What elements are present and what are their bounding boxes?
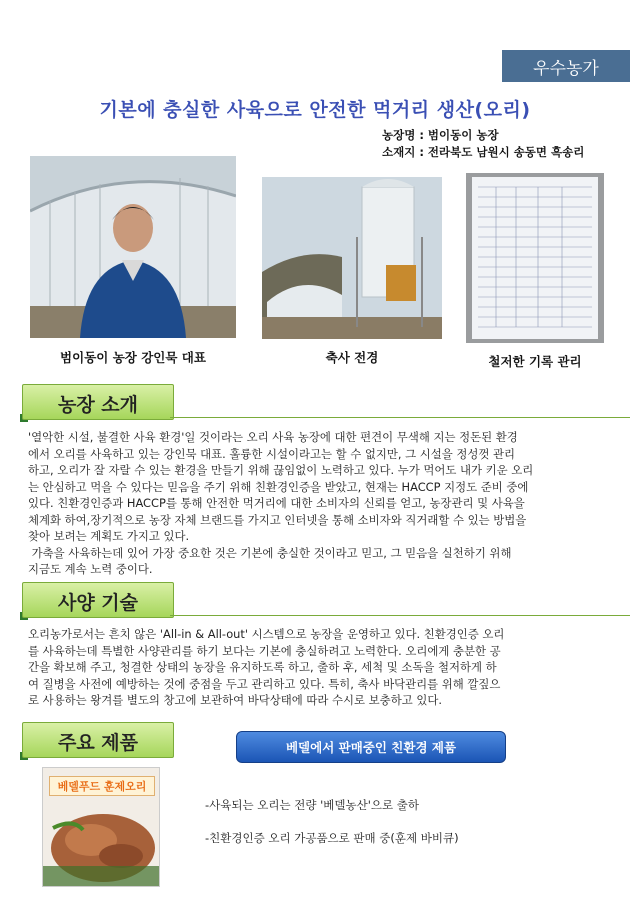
section-tab — [22, 384, 174, 420]
section-heading: 사양 기술 — [57, 592, 139, 614]
divider — [170, 417, 630, 418]
section-heading: 농장 소개 — [57, 394, 139, 416]
text-line: 지금도 계속 노력 중이다. — [28, 562, 153, 576]
text-line: 가축을 사육하는데 있어 가장 중요한 것은 기본에 충실한 것이라고 믿고, 그 믿음을 실천하기 위해 — [28, 545, 512, 560]
text-line: 있다. 친환경인증과 HACCP를 통해 안전한 먹거리에 대한 소비자의 신뢰를 얻고, 농장관리 및 사육을 — [28, 496, 525, 510]
section-heading: 주요 제품 — [57, 732, 139, 754]
section-tab — [22, 582, 174, 618]
product-package-image — [42, 767, 160, 887]
divider — [170, 615, 630, 616]
text-line: 에서 오리를 사육하고 있는 강인묵 대표. 훌륭한 시설이라고는 할 수 없지만, 그 시설을 정성껏 관리 — [28, 446, 516, 461]
eco-products-button[interactable]: 베델에서 판매중인 친환경 제품 — [236, 731, 506, 763]
tech-paragraph — [28, 626, 618, 709]
section-tab — [22, 722, 174, 758]
text-line: 를 사육하는데 특별한 사양관리를 하기 보다는 기본에 충실하려고 노력한다. 오리에게 충분한 공 — [28, 643, 501, 658]
caption-farmer: 범이동이 농장 강인묵 대표 — [60, 350, 206, 365]
page-title: 기본에 충실한 사육으로 안전한 먹거리 생산(오리) — [99, 99, 531, 121]
farm-name: 농장명 : 범이동이 농장 — [382, 128, 499, 142]
text-line: 찾아 보려는 계획도 가지고 있다. — [28, 529, 190, 543]
farmer-photo — [30, 156, 236, 338]
text-line: 체계화 하여,장기적으로 농장 자체 브랜드를 가지고 인터넷을 통해 소비자와 직거래할 수 있는 방법을 — [28, 512, 527, 527]
category-badge: 우수농가 — [502, 50, 630, 82]
text-line: 하고, 오리가 잘 자랄 수 있는 환경을 만들기 위해 끊임없이 노력하고 있다. 누가 먹어도 내가 키운 오리 — [28, 463, 534, 477]
product-bullet-1: -사육되는 오리는 전량 '베델농산'으로 출하 — [205, 798, 419, 812]
text-line: 는 안심하고 먹을 수 있다는 믿음을 주기 위해 친환경인증을 받았고, 현재는 HACCP 지정도 준비 중에 — [28, 479, 529, 494]
farm-location: 소재지 : 전라북도 남원시 송동면 흑송리 — [382, 145, 585, 159]
barn-photo — [262, 177, 442, 339]
intro-paragraph — [28, 429, 618, 578]
text-line: '열악한 시설, 불결한 사육 환경'일 것이라는 오리 사육 농장에 대한 편견이 무색해 지는 정돈된 환경 — [28, 430, 518, 444]
product-bullet-2: -친환경인증 오리 가공품으로 판매 중(훈제 바비큐) — [205, 831, 459, 845]
records-photo — [466, 173, 604, 343]
package-label: 베델푸드 훈제오리 — [49, 776, 155, 796]
text-line: 간을 확보해 주고, 청결한 상태의 농장을 유지하도록 하고, 출하 후, 세척 및 소독을 철저하게 하 — [28, 660, 497, 674]
text-line: 오리농가로서는 흔치 않은 'All-in & All-out' 시스템으로 농장을 운영하고 있다. 친환경인증 오리 — [28, 627, 505, 641]
section-tech-header — [22, 582, 172, 618]
caption-records: 철저한 기록 관리 — [488, 354, 582, 369]
text-line: 여 질병을 사전에 예방하는 것에 중점을 두고 관리하고 있다. 특히, 축사 바닥관리를 위해 깔짚으 — [28, 676, 501, 691]
text-line: 로 사용하는 왕겨를 별도의 창고에 보관하여 바닥상태에 따라 수시로 보충하고 있다. — [28, 693, 442, 707]
caption-barn: 축사 전경 — [325, 350, 379, 365]
section-products-header — [22, 722, 172, 758]
section-intro-header — [22, 384, 172, 420]
